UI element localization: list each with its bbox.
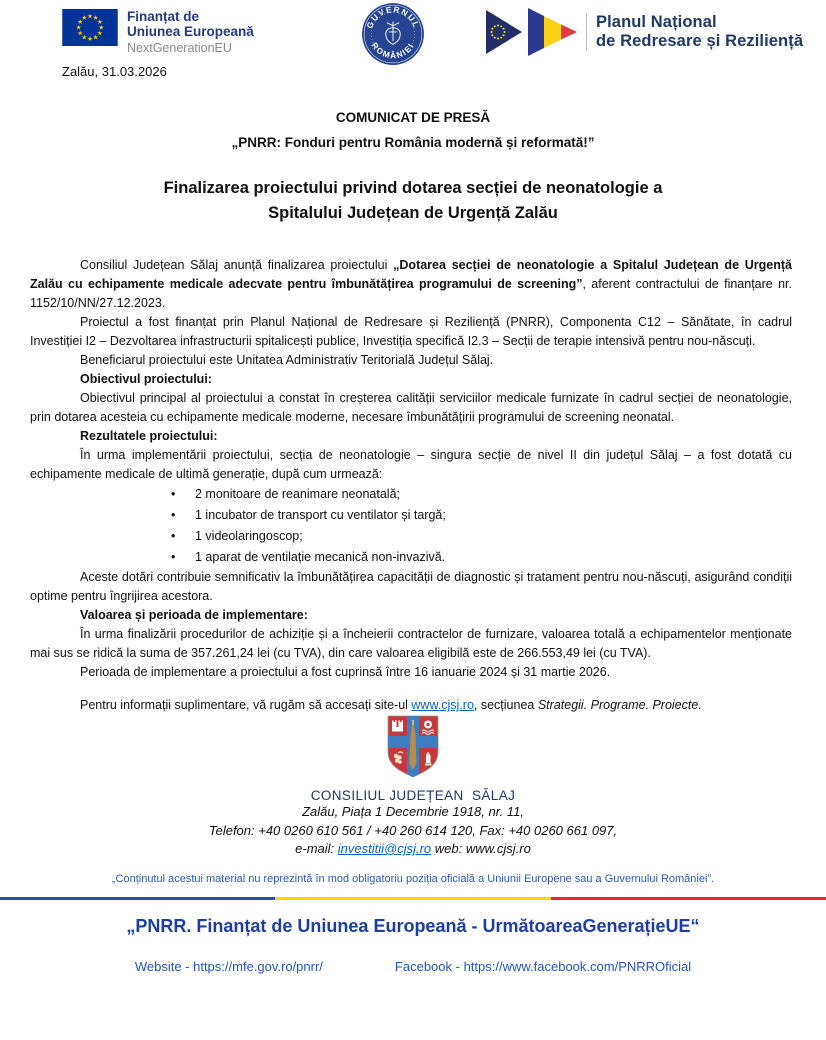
pnrr-slogan: „PNRR. Finanțat de Uniunea Europeană - UrmătoareaGenerațieUE“ xyxy=(126,916,700,936)
pnrr-logo-text-line1: Planul Național xyxy=(596,12,717,31)
eu-flag-icon xyxy=(62,9,118,46)
press-release-title: COMUNICAT DE PRESĂ xyxy=(335,110,491,125)
eu-funding-logo xyxy=(62,9,254,55)
gov-seal-bottom-text: ROMÂNIEI xyxy=(369,41,417,61)
council-email-web xyxy=(0,840,826,859)
heading-results: Rezultatele proiectului: xyxy=(80,429,218,443)
footer-links-row xyxy=(0,959,826,974)
paragraph-results-intro: În urma implementării proiectului, secția de neonatologie – singura secție de nivel II din județul Sălaj – a fost dotată cu echipamente medicale de ultimă generație, după cum urmează: xyxy=(30,448,792,481)
project-title-line1: Finalizarea proiectului privind dotarea secției de neonatologie a xyxy=(163,179,663,197)
pnrr-logo xyxy=(486,8,803,56)
date-location: Zalău, 31.03.2026 xyxy=(62,64,167,79)
eu-logo-text-line3: NextGenerationEU xyxy=(127,41,232,56)
gov-seal-top-text: GUVERNUL xyxy=(365,5,421,30)
announcement-contract: , aferent contractului de finanțare nr. 1152/10/NN/27.12.2023. xyxy=(30,277,792,310)
paragraph-impact: Aceste dotări contribuie semnificativ la îmbunătățirea capacității de diagnostic și tratament pentru nou-născuți, asigurând condiții optime pentru îngrijirea acestora. xyxy=(30,570,792,603)
more-info-text: Pentru informații suplimentare, vă rugăm să accesați site-ul xyxy=(80,698,412,712)
email-link[interactable]: investitii@cjsj.ro xyxy=(337,841,432,856)
web-address: web: www.cjsj.ro xyxy=(431,841,531,856)
tricolor-yellow-segment xyxy=(275,897,550,901)
cjsj-website-link[interactable]: www.cjsj.ro xyxy=(411,698,474,712)
contact-block xyxy=(0,788,826,859)
pnrr-logo-text-line2: de Redresare și Reziliență xyxy=(596,32,804,50)
coat-of-arms-wrapper xyxy=(0,715,826,783)
document-body xyxy=(30,256,792,715)
header xyxy=(0,0,826,96)
project-title xyxy=(0,176,826,226)
email-label: e-mail: xyxy=(295,841,338,856)
heading-objective: Obiectivul proiectului: xyxy=(80,372,212,386)
salaj-coat-of-arms-icon xyxy=(386,715,440,778)
paragraph-financing: Proiectul a fost finanțat prin Planul Național de Redresare și Reziliență (PNRR), Componenta C12 – Sănătate, în cadrul Investiției I2 – Dezvoltarea infrastructurii spitalicești publice, Investiția specifică I2.3 – Secții de terapie intensivă pentru nou-născuți. xyxy=(30,315,792,348)
section-name-italic: Strategii. Programe. Proiecte. xyxy=(537,698,702,712)
heading-value-period: Valoarea și perioada de implementare: xyxy=(80,608,308,622)
paragraph-value: În urma finalizării procedurilor de achiziție și a încheierii contractelor de furnizare, valoarea totală a echipamentelor menționate mai sus se ridică la suma de 357.261,24 lei (cu TVA), din care valoarea eligibilă este de 266.553,49 lei (cu TVA). xyxy=(30,627,792,660)
paragraph-objective: Obiectivul principal al proiectului a constat în creșterea calității serviciilor medicale furnizate în cadrul secției de neonatologie, prin dotarea acesteia cu echipamente medicale moderne, necesare îmbunătățirii programului de screening neonatal. xyxy=(30,391,792,424)
tricolor-red-segment xyxy=(551,897,826,901)
list-item-monitors: • 2 monitoare de reanimare neonatală; xyxy=(30,484,792,505)
paragraph-beneficiary: Beneficiarul proiectului este Unitatea Administrativ Teritorială Județul Sălaj. xyxy=(80,353,494,367)
council-phone-fax: Telefon: +40 0260 610 561 / +40 260 614 120, Fax: +40 0260 661 097, xyxy=(208,822,618,838)
pnrr-logo-icon xyxy=(486,8,578,56)
list-item-incubator: • 1 incubator de transport cu ventilator și targă; xyxy=(30,505,792,526)
project-title-line2: Spitalului Județean de Urgență Zalău xyxy=(268,204,558,222)
council-address: Zalău, Piața 1 Decembrie 1918, nr. 11, xyxy=(302,804,524,819)
list-item-ventilation: • 1 aparat de ventilație mecanică non-invazivă. xyxy=(30,547,792,568)
tricolor-blue-segment xyxy=(0,897,275,901)
pnrr-facebook-link[interactable]: Facebook - https://www.facebook.com/PNRROficial xyxy=(394,959,692,974)
more-info-section: , secțiunea xyxy=(473,698,538,712)
paragraph-more-info xyxy=(30,696,792,715)
pnrr-website-link[interactable]: Website - https://mfe.gov.ro/pnrr/ xyxy=(134,959,323,974)
eu-logo-text-line1: Finanțat de xyxy=(127,9,200,24)
eu-logo-text-line2: Uniunea Europeană xyxy=(127,24,254,40)
pnrr-motto: „PNRR: Fonduri pentru România modernă și reformată!” xyxy=(231,135,595,150)
gov-romania-seal-icon xyxy=(360,1,426,67)
announcement-intro: Consiliul Județean Sălaj anunță finalizarea proiectului xyxy=(80,258,394,272)
romanian-tricolor-divider xyxy=(0,897,826,901)
council-name: CONSILIUL JUDEȚEAN SĂLAJ xyxy=(310,788,516,803)
paragraph-period: Perioada de implementare a proiectului a fost cuprinsă între 16 ianuarie 2024 și 31 martie 2026. xyxy=(80,665,611,679)
project-name-bold: „Dotarea secției de neonatologie a Spitalul Județean de Urgență Zalău cu echipamente medicale adecvate pentru îmbunătățirea programului de screening” xyxy=(30,258,792,291)
list-item-videolaryngoscope: • 1 videolaringoscop; xyxy=(30,526,792,547)
disclaimer-text: „Conținutul acestui material nu reprezintă în mod obligatoriu poziția oficială a Uniunii Europene sau a Guvernului României”. xyxy=(111,872,715,885)
paragraph-announcement xyxy=(30,256,792,313)
